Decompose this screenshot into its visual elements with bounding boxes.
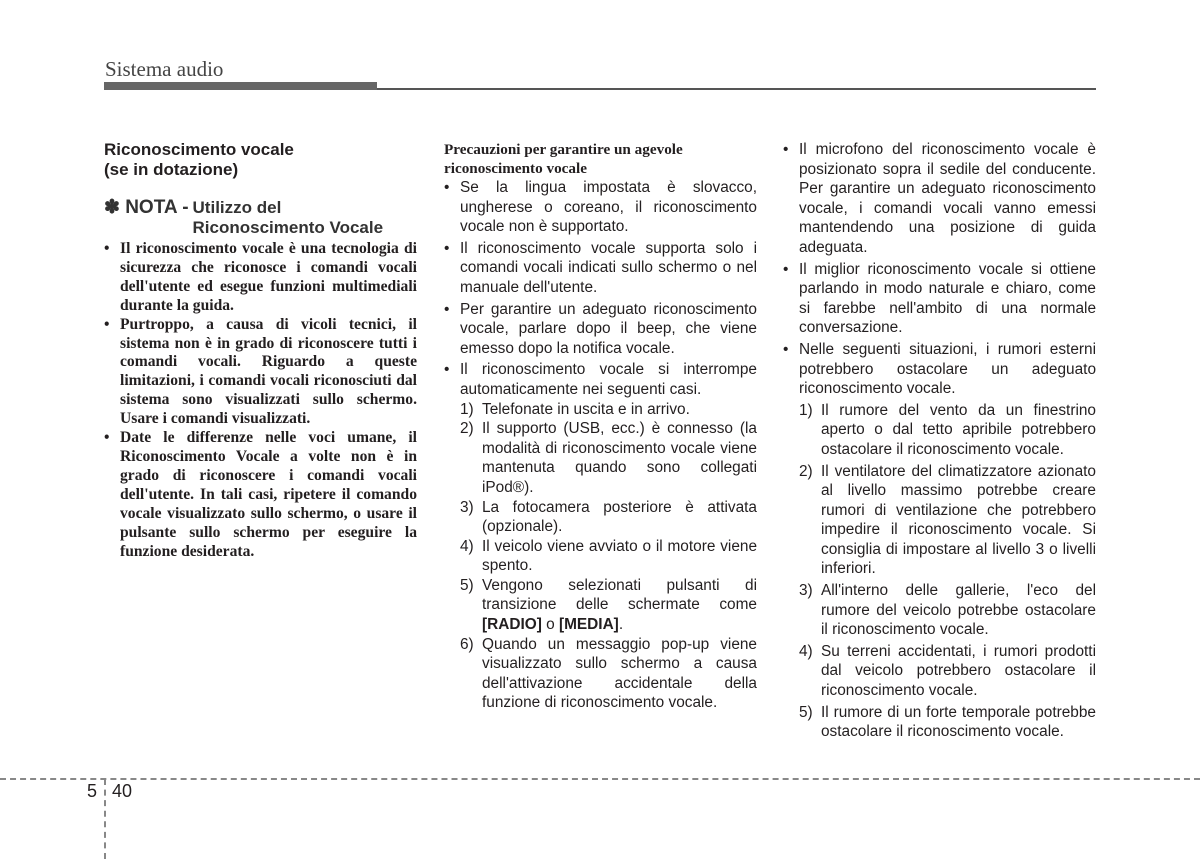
section-number: 5 [87, 781, 98, 801]
footer-divider [104, 779, 106, 859]
numbered-item: 1) Telefonate in uscita e in arrivo. [460, 400, 690, 418]
section-header: Sistema audio [105, 57, 224, 81]
note-label: ✽ NOTA - [104, 197, 189, 218]
note-heading [104, 198, 417, 238]
precautions-heading: Precauzioni per garantire un agevole riconoscimento vocale [444, 141, 683, 177]
numbered-item: 6) Quando un messaggio pop-up viene visualizzato sullo schermo a causa dell'attivazione accidentale della funzione di riconoscimento vocale. [460, 635, 757, 712]
numbered-item: 4) Su terreni accidentati, i rumori prodotti dal veicolo potrebbero ostacolare il riconoscimento vocale. [799, 642, 1096, 700]
numbered-item: 1) Il rumore del vento da un finestrino aperto o dal tetto apribile potrebbero ostacolare il riconoscimento vocale. [799, 401, 1096, 458]
note-bullet: • Purtroppo, a causa di vicoli tecnici, il sistema non è in grado di riconoscere tutti i comandi vocali. Riguardo a queste limitazioni, i comandi vocali riconosciuti dal sistema sono visualizzati sullo schermo. Usare i comandi visualizzati. [104, 315, 417, 428]
note-title: Utilizzo del Riconoscimento Vocale [192, 198, 384, 237]
column-3 [783, 140, 1096, 742]
numbered-item: 5) Il rumore di un forte temporale potrebbe ostacolare il riconoscimento vocale. [799, 703, 1096, 741]
numbered-item: 3) All'interno delle gallerie, l'eco del rumore del veicolo potrebbe ostacolare il riconoscimento vocale. [799, 582, 1096, 639]
bullet: • Se la lingua impostata è slovacco, ungherese o coreano, il riconoscimento vocale non è supportato. [444, 179, 757, 236]
bullet: • Il riconoscimento vocale si interrompe automaticamente nei seguenti casi. [444, 361, 757, 398]
column-2 [444, 140, 757, 713]
bullet: • Per garantire un adeguato riconoscimento vocale, parlare dopo il beep, che viene emesso dopo la notifica vocale. [444, 300, 757, 357]
numbered-item: 5) Vengono selezionati pulsanti di transizione delle schermate come [RADIO] o [MEDIA]. [460, 576, 757, 634]
numbered-item: 2) Il supporto (USB, ecc.) è connesso (la modalità di riconoscimento vocale viene mantenuta quando sono collegati iPod®). [460, 420, 757, 496]
bullet: • Il miglior riconoscimento vocale si ottiene parlando in modo naturale e chiaro, come si farebbe nell'ambito di una normale conversazione. [783, 260, 1096, 337]
bullet: • Il riconoscimento vocale supporta solo i comandi vocali indicati sullo schermo o nel manuale dell'utente. [444, 239, 757, 296]
note-bullet: • Date le differenze nelle voci umane, il Riconoscimento Vocale a volte non è in grado di riconoscere i comandi vocali dell'utente. In tali casi, ripetere il comando vocale visualizzato sullo schermo, o usare il pulsante sullo schermo per eseguire la funzione desiderata. [104, 429, 417, 560]
column-1 [104, 140, 417, 561]
page-number: 40 [112, 781, 133, 801]
numbered-item: 2) Il ventilatore del climatizzatore azionato al livello massimo potrebbe creare rumori di ventilazione che potrebbero impedire il riconoscimento vocale. Si consiglia di impostare al livello 3 o livelli inferiori. [799, 462, 1096, 578]
numbered-item: 3) La fotocamera posteriore è attivata (opzionale). [460, 498, 757, 536]
footer-rule [0, 778, 1200, 780]
section-heading: Riconoscimento vocale (se in dotazione) [104, 140, 294, 179]
radio-button-label: [RADIO] [482, 616, 542, 634]
header-bar [104, 82, 377, 90]
header-rule [377, 88, 1096, 90]
bullet: • Nelle seguenti situazioni, i rumori esterni potrebbero ostacolare un adeguato riconoscimento vocale. [783, 340, 1096, 398]
media-button-label: [MEDIA] [558, 616, 619, 634]
bullet: • Il microfono del riconoscimento vocale è posizionato sopra il sedile del conducente. Per garantire un adeguato riconoscimento vocale, i comandi vocali vanno emessi mantendendo una posizione di guida adeguata. [783, 141, 1096, 256]
numbered-item: 4) Il veicolo viene avviato o il motore viene spento. [460, 537, 757, 575]
note-bullet: • Il riconoscimento vocale è una tecnologia di sicurezza che riconosce i comandi vocali dell'utente ed esegue funzioni multimediali durante la guida. [104, 240, 417, 314]
